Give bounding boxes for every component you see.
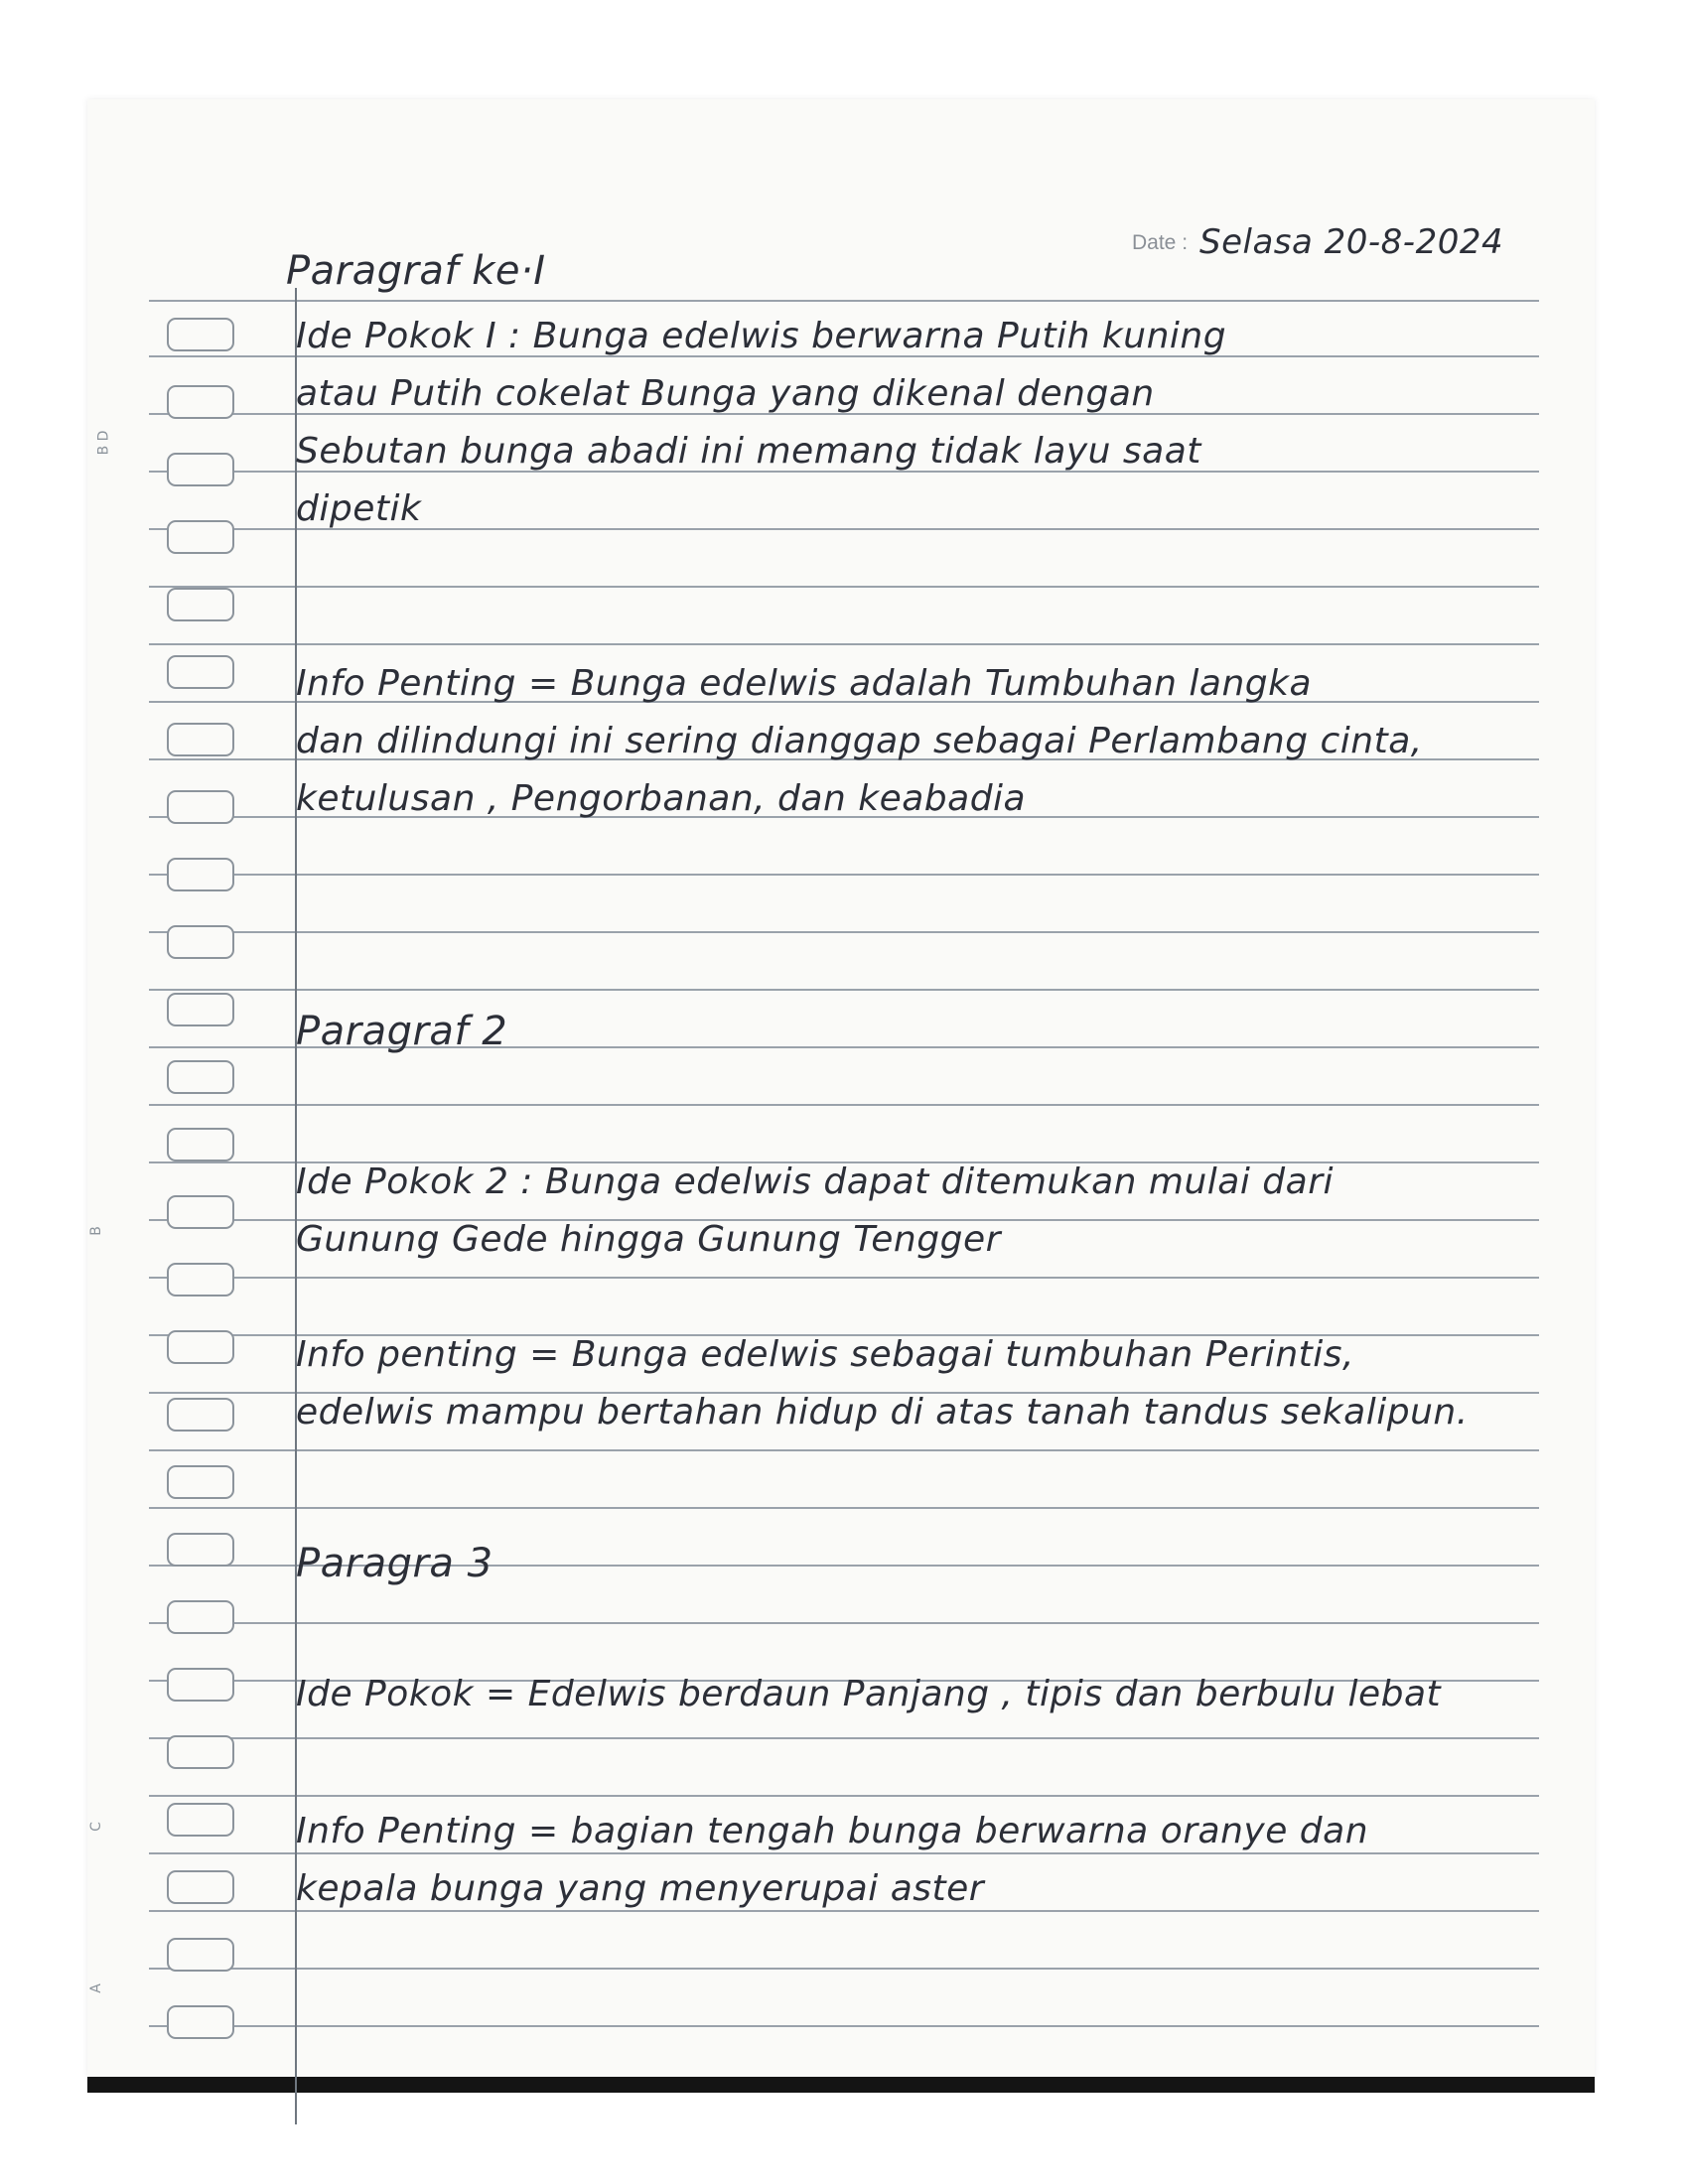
- side-letter-b: B: [87, 1226, 104, 1236]
- ruled-line: [149, 1277, 1539, 1279]
- ruled-line: [149, 931, 1539, 933]
- margin-box: [167, 588, 234, 621]
- side-letter-c: C: [87, 1822, 104, 1832]
- margin-box: [167, 453, 234, 486]
- ruled-line: [149, 874, 1539, 876]
- margin-box: [167, 1128, 234, 1161]
- ruled-line: [149, 1622, 1539, 1624]
- margin-box: [167, 1668, 234, 1702]
- margin-box: [167, 1735, 234, 1769]
- ruled-line: [149, 1852, 1539, 1854]
- margin-box: [167, 993, 234, 1026]
- margin-box: [167, 655, 234, 689]
- main-idea-line: Ide Pokok = Edelwis berdaun Panjang , tipis dan berbulu lebat: [296, 1674, 1442, 1714]
- ruled-line: [149, 643, 1539, 645]
- main-idea-line: Ide Pokok 2 : Bunga edelwis dapat ditemukan mulai dari: [296, 1161, 1335, 1202]
- margin-box: [167, 1060, 234, 1094]
- important-info-line: edelwis mampu bertahan hidup di atas tanah tandus sekalipun.: [296, 1392, 1469, 1433]
- date-label: Date :: [1132, 231, 1189, 254]
- section-title: Paragraf ke·I: [286, 248, 546, 294]
- ruled-line: [149, 989, 1539, 991]
- margin-box: [167, 318, 234, 351]
- ruled-line: [149, 1968, 1539, 1970]
- main-idea-line: Ide Pokok I : Bunga edelwis berwarna Putih kuning: [296, 316, 1227, 356]
- date-value: Selasa 20-8-2024: [1199, 222, 1504, 262]
- important-info-line: ketulusan , Pengorbanan, dan keabadia: [296, 778, 1027, 819]
- ruled-line: [149, 1449, 1539, 1451]
- main-idea-line: Gunung Gede hingga Gunung Tengger: [296, 1219, 1001, 1260]
- important-info-line: kepala bunga yang menyerupai aster: [296, 1868, 985, 1909]
- margin-box: [167, 858, 234, 891]
- ruled-line: [149, 300, 1539, 302]
- ruled-line: [149, 1737, 1539, 1739]
- important-info-line: Info penting = Bunga edelwis sebagai tumbuhan Perintis,: [296, 1334, 1354, 1375]
- margin-box: [167, 925, 234, 959]
- margin-box: [167, 1938, 234, 1972]
- margin-box: [167, 790, 234, 824]
- main-idea-line: Sebutan bunga abadi ini memang tidak layu saat: [296, 431, 1201, 472]
- margin-box: [167, 1465, 234, 1499]
- main-idea-line: dipetik: [296, 488, 422, 529]
- checkbox-column: [167, 318, 236, 2073]
- margin-box: [167, 2005, 234, 2039]
- margin-box: [167, 1263, 234, 1297]
- ruled-line: [149, 1910, 1539, 1912]
- page-bottom-edge: [87, 2077, 1595, 2093]
- margin-box: [167, 385, 234, 419]
- ruled-line: [149, 1104, 1539, 1106]
- margin-box: [167, 1330, 234, 1364]
- margin-box: [167, 1398, 234, 1432]
- margin-box: [167, 1870, 234, 1904]
- ruled-line: [149, 586, 1539, 588]
- margin-box: [167, 723, 234, 756]
- ruled-line: [149, 1795, 1539, 1797]
- ruled-line: [149, 2025, 1539, 2027]
- margin-box: [167, 1600, 234, 1634]
- margin-box: [167, 1803, 234, 1837]
- margin-box: [167, 1533, 234, 1567]
- main-idea-line: atau Putih cokelat Bunga yang dikenal dengan: [296, 373, 1155, 414]
- side-letter-bd: B D: [95, 430, 112, 456]
- section-title: Paragraf 2: [296, 1009, 508, 1054]
- margin-box: [167, 1195, 234, 1229]
- section-title: Paragra 3: [296, 1541, 493, 1586]
- margin-box: [167, 520, 234, 554]
- ruled-line: [149, 1507, 1539, 1509]
- side-letter-a: A: [87, 1983, 104, 1993]
- important-info-line: dan dilindungi ini sering dianggap sebagai Perlambang cinta,: [296, 721, 1423, 761]
- important-info-line: Info Penting = bagian tengah bunga berwarna oranye dan: [296, 1811, 1369, 1851]
- important-info-line: Info Penting = Bunga edelwis adalah Tumbuhan langka: [296, 663, 1313, 704]
